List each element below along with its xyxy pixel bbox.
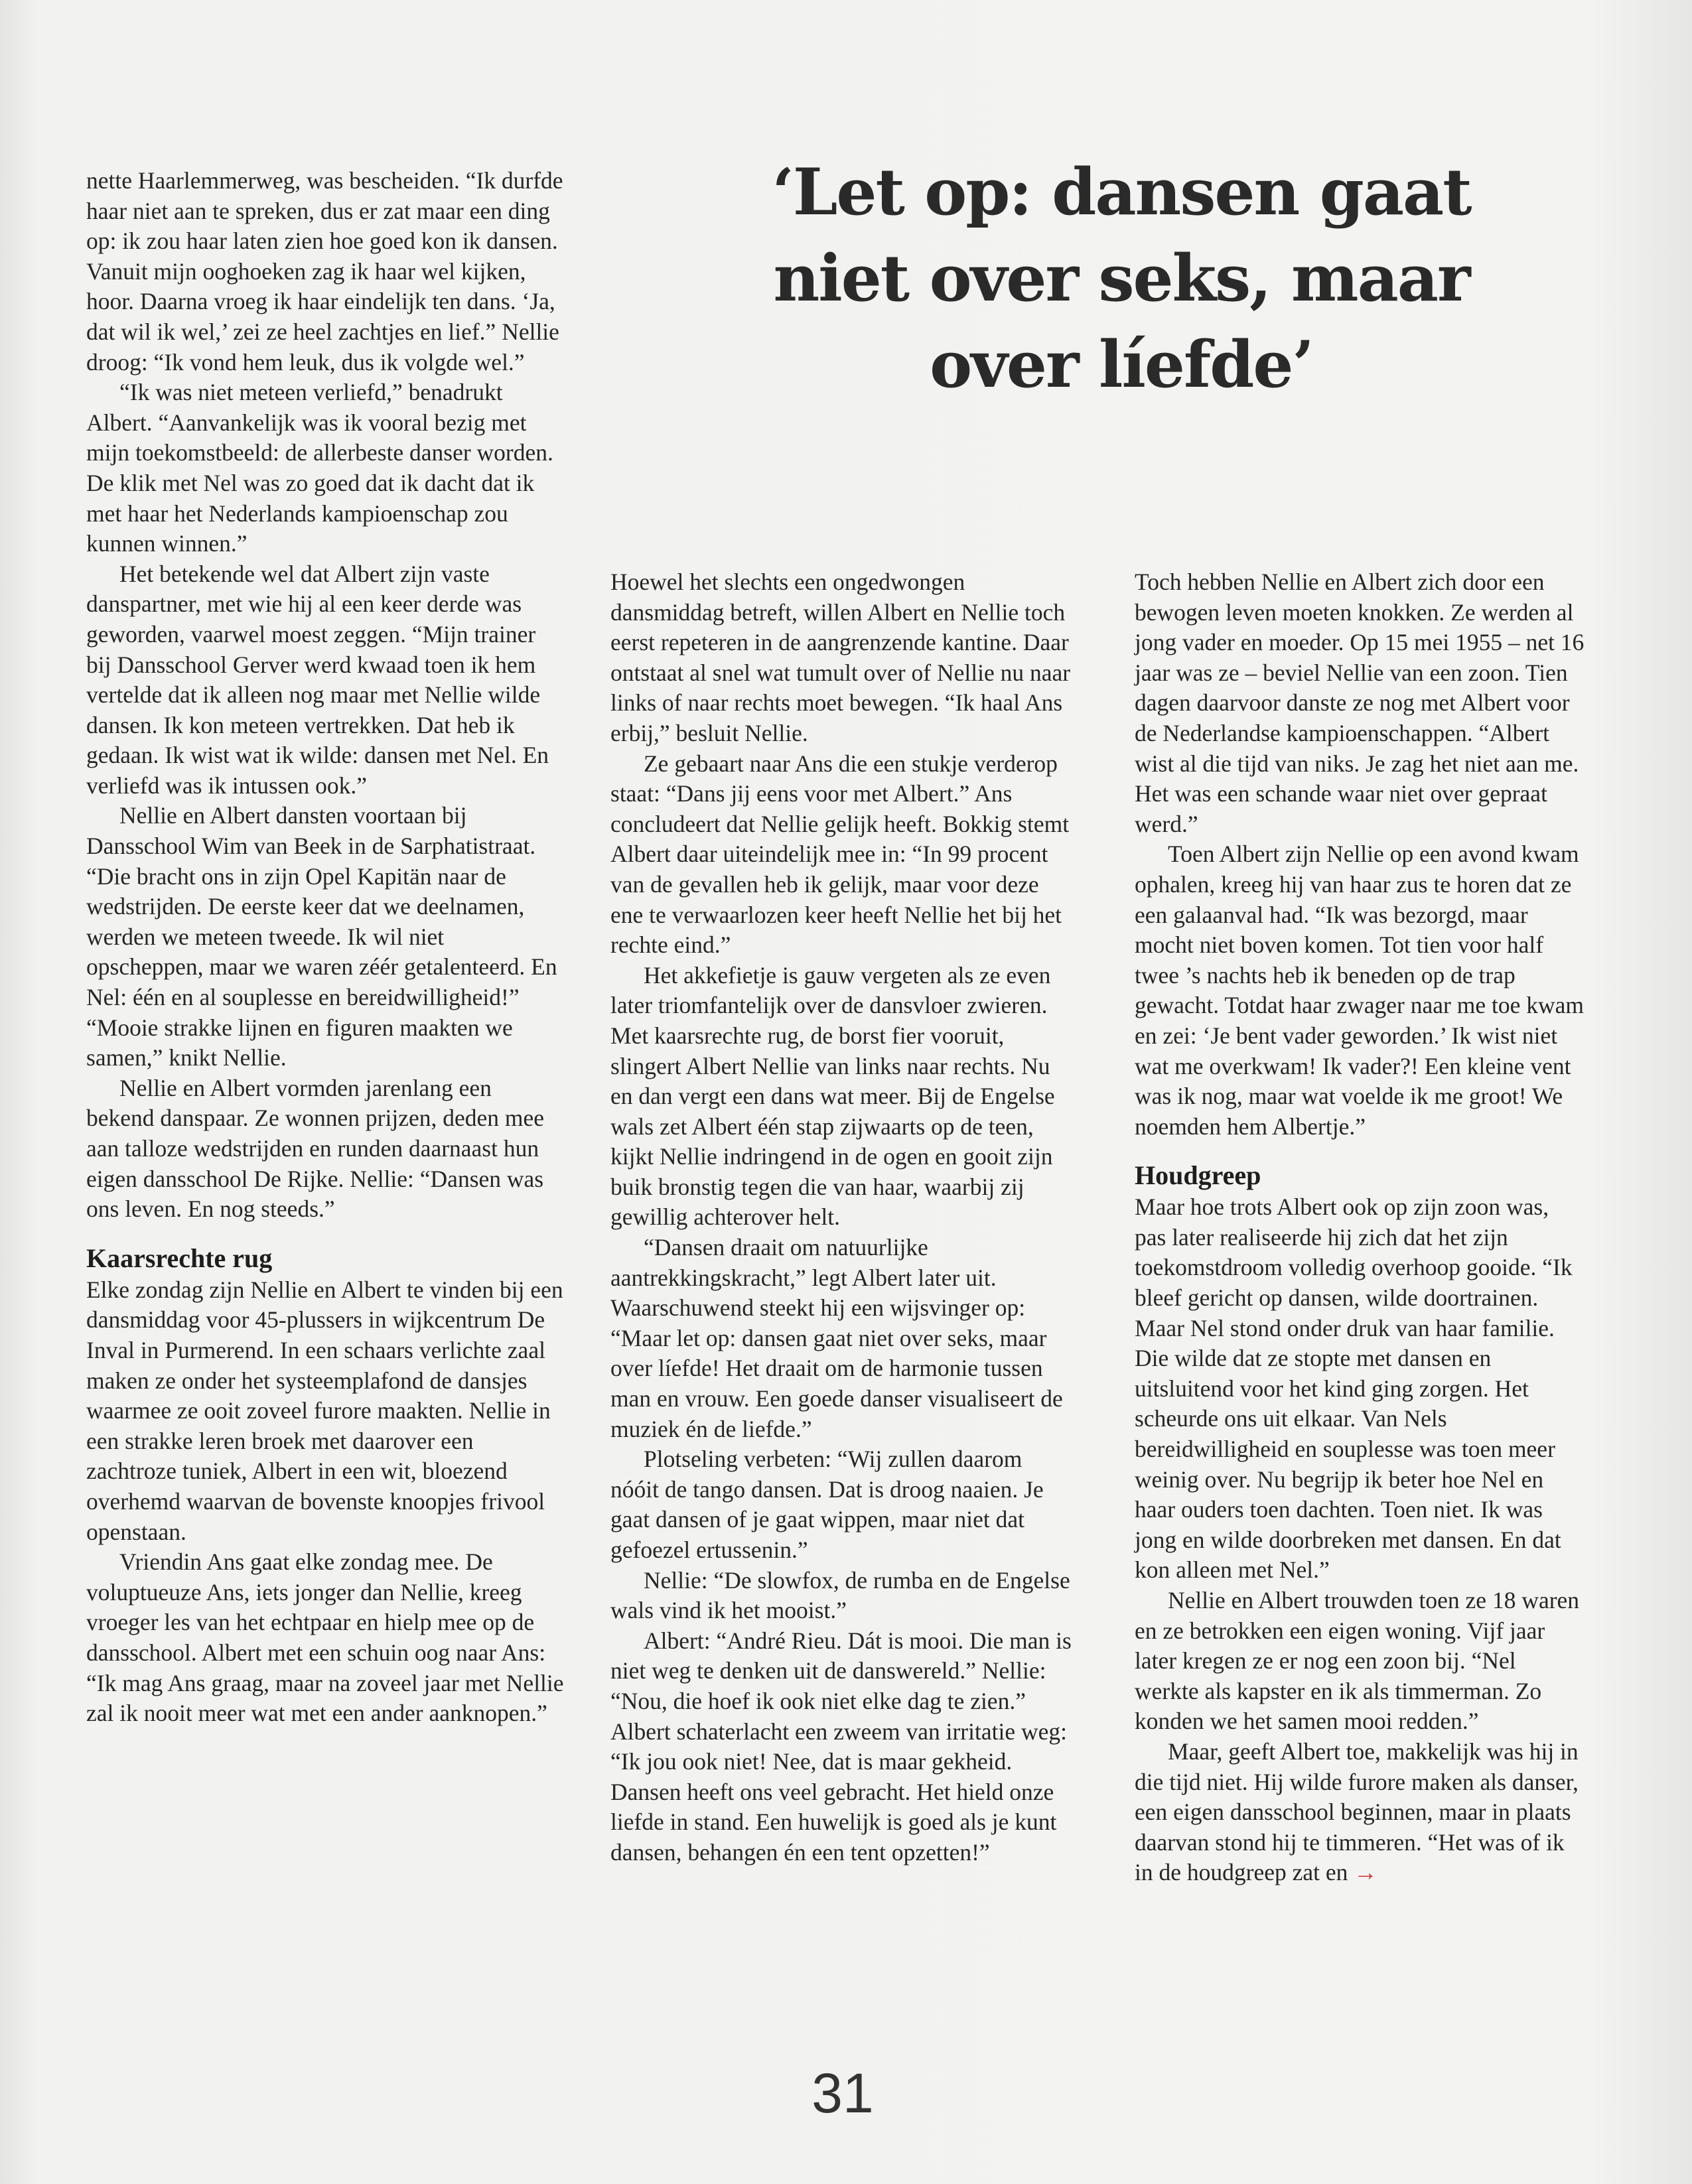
paragraph: “Dansen draait om natuurlijke aantrekkingskracht,” legt Albert later uit. Waarschuwend steekt hij een wijsvinger op: “Maar let op: dansen gaat niet over seks, maar over líefde! Het draait om de harmonie tussen man en vrouw. Een goede danser visualiseert de muziek én de liefde.” [610, 1234, 1063, 1442]
paragraph: Maar hoe trots Albert ook op zijn zoon was, pas later realiseerde hij zich dat het zijn toekomstdroom volledig overhoop gooide. “Ik bleef gericht op dansen, wilde doortrainen. Maar Nel stond onder druk van haar familie. Die wilde dat ze stopte met dansen en uitsluitend voor het kind ging zorgen. Het scheurde ons uit elkaar. Van Nels bereidwilligheid en souplesse was toen meer weinig over. Nu begrijp ik beter hoe Nel en haar ouders toen dachten. Toen niet. Ik was jong en wilde doorbreken met dansen. En dat kon alleen met Nel.” [1135, 1194, 1573, 1584]
continue-arrow-icon: → [1354, 1859, 1377, 1886]
paragraph: “Ik was niet meteen verliefd,” benadrukt Albert. “Aanvankelijk was ik vooral bezig met mijn toekomstbeeld: de allerbeste danser worden. De klik met Nel was zo goed dat ik dacht dat ik met haar het Nederlands kampioenschap zou kunnen winnen.” [86, 379, 553, 557]
subheading-houdgreep: Houdgreep [1135, 1160, 1261, 1191]
paragraph: Nellie en Albert trouwden toen ze 18 waren en ze betrokken een eigen woning. Vijf jaar later kregen ze er nog een zoon bij. “Nel werkte als kapster en ik als timmerman. Zo konden we het samen mooi redden.” [1135, 1587, 1580, 1735]
paragraph: Nellie en Albert dansten voortaan bij Dansschool Wim van Beek in de Sarphatistraat. “Die bracht ons in zijn Opel Kapitän naar de wedstrijden. De eerste keer dat we deelnamen, werden we meteen tweede. Ik wil niet opscheppen, maar we waren zéér getalenteerd. En Nel: één en al souplesse en bereidwilligheid!” “Mooie strakke lijnen en figuren maakten we samen,” knikt Nellie. [86, 802, 557, 1071]
paragraph: Toen Albert zijn Nellie op een avond kwam ophalen, kreeg hij van haar zus te horen dat ze een galaanval had. “Ik was bezorgd, maar mocht niet boven komen. Tot tien voor half twee ’s nachts heb ik beneden op de trap gewacht. Totdat haar zwager naar me toe kwam en zei: ‘Je bent vader geworden.’ Ik wist niet wat me overkwam! Ik vader?! Een kleine vent was ik nog, maar wat voelde ik me groot! We noemden hem Albertje.” [1135, 841, 1584, 1140]
paragraph: nette Haarlemmerweg, was bescheiden. “Ik durfde haar niet aan te spreken, dus er zat maar een ding op: ik zou haar laten zien hoe goed kon ik dansen. Vanuit mijn ooghoeken zag ik haar wel kijken, hoor. Daarna vroeg ik haar eindelijk ten dans. ‘Ja, dat wil ik wel,’ zei ze heel zachtjes en lief.” Nellie droog: “Ik vond hem leuk, dus ik volgde wel.” [86, 167, 563, 375]
article-column-3 [1135, 567, 1586, 1888]
paragraph: Het akkefietje is gauw vergeten als ze even later triomfantelijk over de dansvloer zwieren. Met kaarsrechte rug, de borst fier vooruit, slingert Albert Nellie van links naar rechts. Nu en dan vergt een dans wat meer. Bij de Engelse wals zet Albert één stap zijwaarts op de teen, kijkt Nellie indringend in de ogen en gooit zijn buik bronstig tegen die van haar, waarbij zij gewillig achterover helt. [610, 961, 1055, 1231]
paragraph: Hoewel het slechts een ongedwongen dansmiddag betreft, willen Albert en Nellie toch eerst repeteren in de aangrenzende kantine. Daar ontstaat al snel wat tumult over of Nellie nu naar links of naar rechts moet bewegen. “Ik haal Ans erbij,” besluit Nellie. [610, 569, 1071, 746]
paragraph: Plotseling verbeten: “Wij zullen daarom nóóit de tango dansen. Dat is droog naaien. Je gaat dansen of je gaat wippen, maar niet dat gefoezel ertussenin.” [610, 1446, 1044, 1563]
paragraph: Het betekende wel dat Albert zijn vaste danspartner, met wie hij al een keer derde was geworden, vaarwel moest zeggen. “Mijn trainer bij Dansschool Gerver werd kwaad toen ik hem vertelde dat ik alleen nog maar met Nellie wilde dansen. Ik kon meteen vertrekken. Dat heb ik gedaan. Ik wist wat ik wilde: dansen met Nel. En verliefd was ik intussen ook.” [86, 560, 549, 799]
paragraph: Nellie en Albert vormden jarenlang een bekend danspaar. Ze wonnen prijzen, deden mee aan talloze wedstrijden en runden daarnaast hun eigen dansschool De Rijke. Nellie: “Dansen was ons leven. En nog steeds.” [86, 1074, 544, 1223]
article-column-2 [610, 567, 1075, 1868]
article-column-1 [86, 166, 564, 1729]
paragraph: Ze gebaart naar Ans die een stukje verderop staat: “Dans jij eens voor met Albert.” Ans concludeert dat Nellie gelijk heeft. Bokkig stemt Albert daar uiteindelijk mee in: “In 99 procent van de gevallen heb ik gelijk, maar voor deze ene te verwaarlozen keer heeft Nellie het bij het rechte eind.” [610, 750, 1070, 959]
paragraph: Elke zondag zijn Nellie en Albert te vinden bij een dansmiddag voor 45-plussers in wijkcentrum De Inval in Purmerend. In een schaars verlichte zaal maken ze onder het systeemplafond de dansjes waarmee ze ooit zoveel furore maakten. Nellie in een strakke leren broek met daarover een zachtroze tuniek, Albert in een wit, bloezend overhemd waarvan de bovenste knoopjes frivool openstaan. [86, 1276, 563, 1545]
headline: ‘Let op: dansen gaat niet over seks, maar over líefde’ [772, 155, 1471, 402]
paragraph: Toch hebben Nellie en Albert zich door een bewogen leven moeten knokken. Ze werden al jong vader en moeder. Op 15 mei 1955 – net 16 jaar was ze – beviel Nellie van een zoon. Tien dagen daarvoor danste ze nog met Albert voor de Nederlandse kampioenschappen. “Albert wist al die tijd van niks. Je zag het niet aan me. Het was een schande waar niet over gepraat werd.” [1135, 569, 1585, 837]
paragraph-text: Maar, geeft Albert toe, makkelijk was hij in die tijd niet. Hij wilde furore maken als danser, een eigen dansschool beginnen, maar in plaats daarvan stond hij te timmeren. “Het was of ik in de houdgreep zat en [1135, 1738, 1579, 1886]
paragraph: Nellie: “De slowfox, de rumba en de Engelse wals vind ik het mooist.” [610, 1566, 1070, 1624]
paragraph: Vriendin Ans gaat elke zondag mee. De voluptueuze Ans, iets jonger dan Nellie, kreeg vroeger les van het echtpaar en hielp mee op de dansschool. Albert met een schuin oog naar Ans: “Ik mag Ans graag, maar na zoveel jaar met Nellie zal ik nooit meer wat met een ander aanknopen.” [86, 1548, 564, 1727]
page-number: 31 [811, 2062, 874, 2124]
paragraph: Albert: “André Rieu. Dát is mooi. Die man is niet weg te denken uit de danswereld.” Nellie: “Nou, die hoef ik ook niet elke dag te zien.” Albert schaterlacht een zweem van irritatie weg: “Ik jou ook niet! Nee, dat is maar gekheid. Dansen heeft ons veel gebracht. Het hield onze liefde in stand. Een huwelijk is goed als je kunt dansen, behangen én een tent opzetten!” [610, 1627, 1072, 1866]
subheading-kaarsrechte-rug: Kaarsrechte rug [86, 1243, 273, 1273]
paragraph [1135, 1737, 1586, 1888]
